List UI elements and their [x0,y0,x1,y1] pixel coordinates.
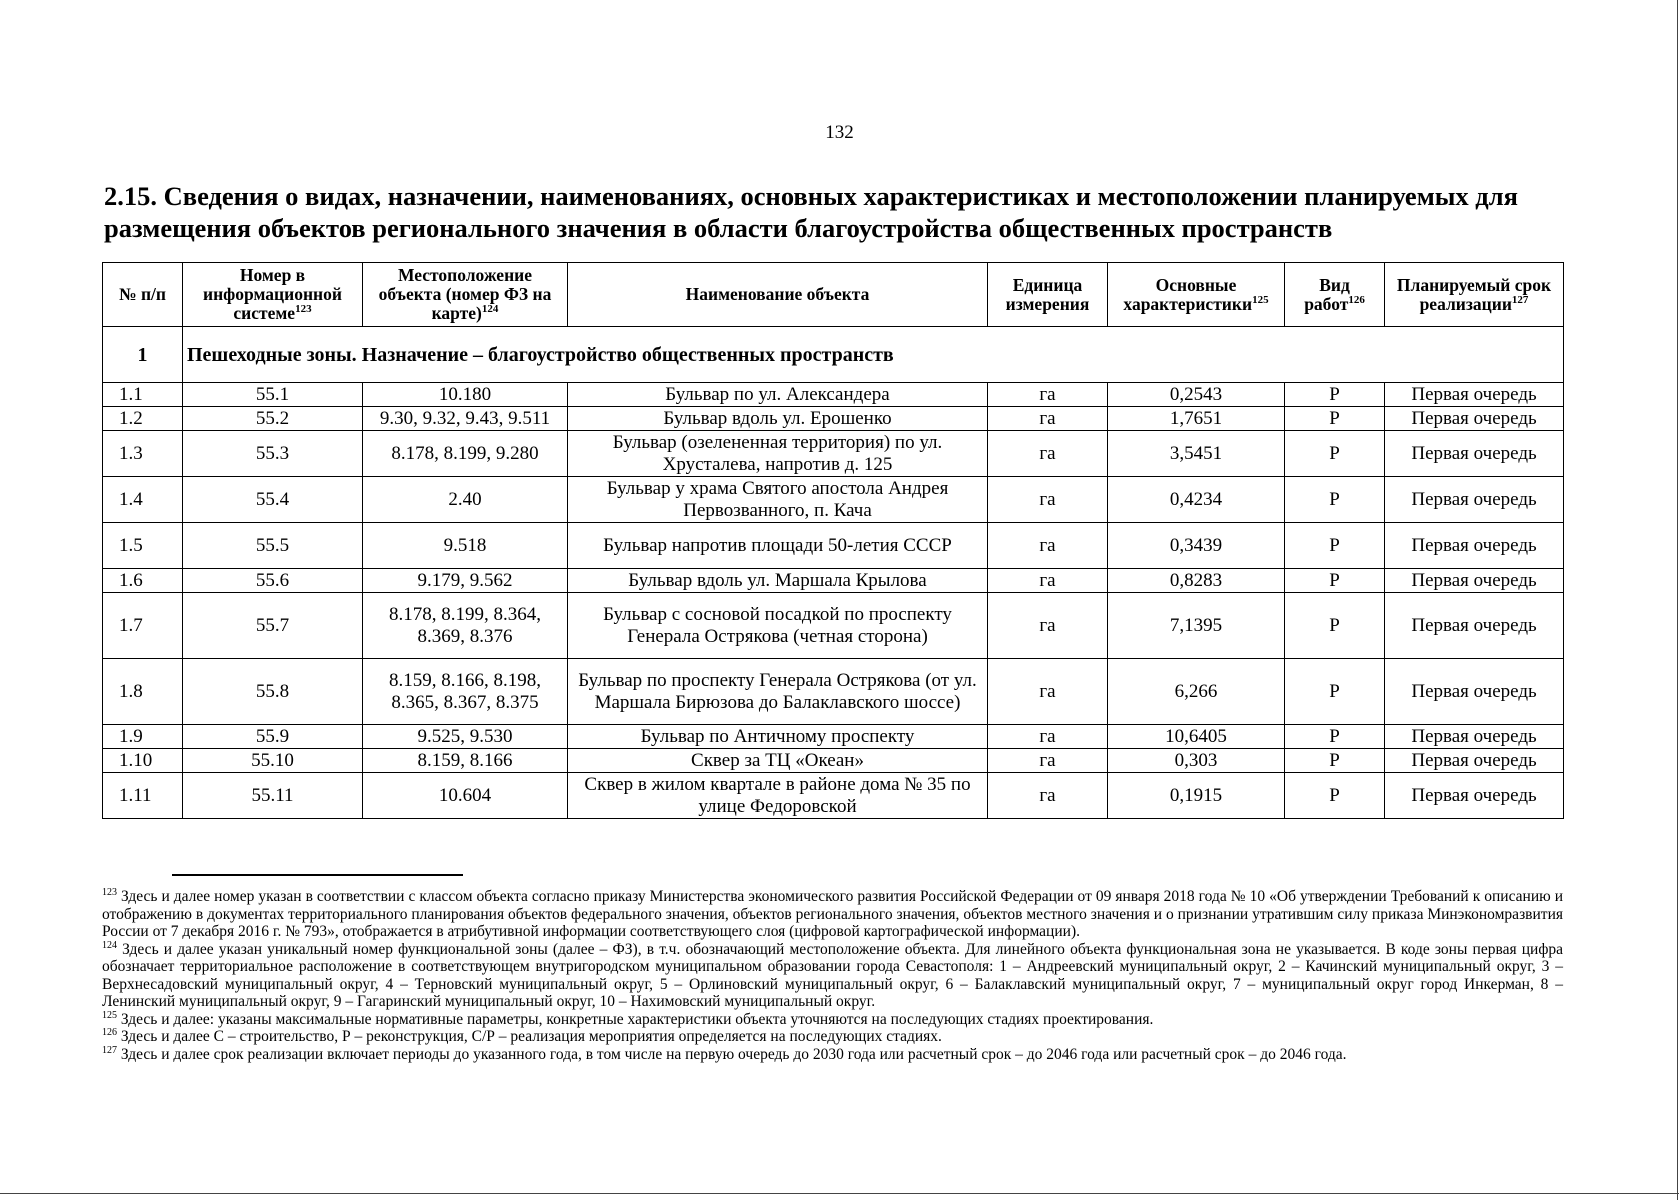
work-type: Р [1285,659,1385,725]
work-type: Р [1285,773,1385,819]
footnote-mark: 126 [102,1026,117,1038]
table-row [103,523,1564,569]
group-title: Пешеходные зоны. Назначение – благоустройство общественных пространств [183,327,1564,383]
object-name: Бульвар (озелененная территория) по ул. Хрусталева, напротив д. 125 [568,431,988,477]
footnote-mark: 125 [102,1009,117,1021]
location-codes: 8.178, 8.199, 8.364, 8.369, 8.376 [363,593,568,659]
characteristic-value: 1,7651 [1108,407,1285,431]
footnote [102,1046,1563,1064]
group-number: 1 [103,327,183,383]
table-row [103,749,1564,773]
unit: га [988,477,1108,523]
info-system-id: 55.11 [183,773,363,819]
characteristic-value: 0,1915 [1108,773,1285,819]
row-number: 1.5 [103,523,183,569]
unit: га [988,523,1108,569]
term: Первая очередь [1385,773,1564,819]
table-row [103,593,1564,659]
table-row [103,569,1564,593]
info-system-id: 55.7 [183,593,363,659]
row-number: 1.3 [103,431,183,477]
work-type: Р [1285,477,1385,523]
footnote-mark: 127 [102,1044,117,1056]
header-term: Планируемый срок реализации$^{127}$ [1385,263,1564,327]
location-codes: 8.159, 8.166 [363,749,568,773]
table-row [103,773,1564,819]
table-header-row [103,263,1564,327]
location-codes: 2.40 [363,477,568,523]
header-work-type: Вид работ$^{126}$ [1285,263,1385,327]
info-system-id: 55.2 [183,407,363,431]
row-number: 1.2 [103,407,183,431]
work-type: Р [1285,407,1385,431]
term: Первая очередь [1385,407,1564,431]
characteristic-value: 0,8283 [1108,569,1285,593]
info-system-id: 55.3 [183,431,363,477]
row-number: 1.1 [103,383,183,407]
location-codes: 9.179, 9.562 [363,569,568,593]
row-number: 1.9 [103,725,183,749]
unit: га [988,593,1108,659]
unit: га [988,569,1108,593]
row-number: 1.8 [103,659,183,725]
table-row [103,407,1564,431]
work-type: Р [1285,523,1385,569]
footnote-mark: 124 [102,939,117,951]
term: Первая очередь [1385,659,1564,725]
unit: га [988,773,1108,819]
footnote [102,941,1563,1011]
info-system-id: 55.4 [183,477,363,523]
row-number: 1.11 [103,773,183,819]
table-row [103,477,1564,523]
object-name: Сквер в жилом квартале в районе дома № 35 по улице Федоровской [568,773,988,819]
unit: га [988,749,1108,773]
info-system-id: 55.8 [183,659,363,725]
work-type: Р [1285,569,1385,593]
table-row [103,725,1564,749]
objects-table [102,262,1564,819]
term: Первая очередь [1385,749,1564,773]
footnote [102,1011,1563,1029]
term: Первая очередь [1385,431,1564,477]
location-codes: 10.180 [363,383,568,407]
location-codes: 9.518 [363,523,568,569]
footnote-text: Здесь и далее указан уникальный номер функциональной зоны (далее – ФЗ), в т.ч. обозначающий местоположение объекта. Для линейного объекта функциональная зона не указывается. В коде зоны первая цифра обозначает территориальное расположение в соответствующем внутригородском муниципальном образовании города Севастополя: 1 – Андреевский муниципальный округ, 2 – Качинский муниципальный округ, 3 – Верхнесадовский муниципальный округ, 4 – Терновский муниципальный округ, 5 – Орлиновский муниципальный округ, 6 – Балаклавский муниципальный округ, 7 – муниципальный округ город Инкерман, 8 – Ленинский муниципальный округ, 9 – Гагаринский муниципальный округ, 10 – Нахимовский муниципальный округ. [102,940,1563,1010]
scan-edge-right [1677,0,1678,1200]
header-number: № п/п [103,263,183,327]
characteristic-value: 0,4234 [1108,477,1285,523]
object-name: Бульвар по проспекту Генерала Острякова (от ул. Маршала Бирюзова до Балаклавского шоссе) [568,659,988,725]
footnote-mark: 123 [102,886,117,898]
info-system-id: 55.9 [183,725,363,749]
term: Первая очередь [1385,477,1564,523]
object-name: Бульвар с сосновой посадкой по проспекту Генерала Острякова (четная сторона) [568,593,988,659]
header-info-system-id: Номер в информационной системе$^{123}$ [183,263,363,327]
row-number: 1.7 [103,593,183,659]
term: Первая очередь [1385,523,1564,569]
footnote [102,1028,1563,1046]
header-characteristics: Основные характеристики$^{125}$ [1108,263,1285,327]
object-name: Бульвар у храма Святого апостола Андрея Первозванного, п. Кача [568,477,988,523]
header-location: Местоположение объекта (номер ФЗ на карте)$^{124}$ [363,263,568,327]
unit: га [988,383,1108,407]
object-name: Сквер за ТЦ «Океан» [568,749,988,773]
header-unit: Единица измерения [988,263,1108,327]
object-name: Бульвар вдоль ул. Маршала Крылова [568,569,988,593]
footnote-text: Здесь и далее: указаны максимальные нормативные параметры, конкретные характеристики объекта уточняются на последующих стадиях проектирования. [120,1010,1154,1028]
object-name: Бульвар по Античному проспекту [568,725,988,749]
info-system-id: 55.6 [183,569,363,593]
unit: га [988,431,1108,477]
footnote-text: Здесь и далее С – строительство, Р – реконструкция, С/Р – реализация мероприятия определяется на последующих стадиях. [120,1028,942,1045]
location-codes: 10.604 [363,773,568,819]
characteristic-value: 6,266 [1108,659,1285,725]
unit: га [988,659,1108,725]
footnote [102,888,1563,941]
scan-edge-bottom [0,1193,1679,1194]
work-type: Р [1285,725,1385,749]
footnote-separator [172,874,463,876]
characteristic-value: 7,1395 [1108,593,1285,659]
section-heading: 2.15. Сведения о видах, назначении, наименованиях, основных характеристиках и местоположении планируемых для размещения объектов регионального значения в области благоустройства общественных пространств [104,181,1518,243]
object-name: Бульвар вдоль ул. Ерошенко [568,407,988,431]
footnote-text: Здесь и далее срок реализации включает периоды до указанного года, в том числе на первую очередь до 2030 года или расчетный срок – до 2046 года или расчетный срок – до 2046 года. [120,1045,1347,1063]
row-number: 1.6 [103,569,183,593]
term: Первая очередь [1385,593,1564,659]
footnote-text: Здесь и далее номер указан в соответствии с классом объекта согласно приказу Министерства экономического развития Российской Федерации от 09 января 2018 года № 10 «Об утверждении Требований к описанию и отображению в документах территориального планирования объектов федерального значения, объектов регионального значения, объектов местного значения и о признании утратившим силу приказа Минэкономразвития России от 7 декабря 2016 г. № 793», отображается в атрибутивной информации соответствующего слоя (цифровой картографической информации). [102,888,1563,940]
characteristic-value: 10,6405 [1108,725,1285,749]
table-row [103,659,1564,725]
unit: га [988,407,1108,431]
characteristic-value: 3,5451 [1108,431,1285,477]
term: Первая очередь [1385,383,1564,407]
row-number: 1.4 [103,477,183,523]
object-name: Бульвар по ул. Александера [568,383,988,407]
group-row [103,327,1564,383]
characteristic-value: 0,303 [1108,749,1285,773]
term: Первая очередь [1385,569,1564,593]
work-type: Р [1285,383,1385,407]
table-row [103,431,1564,477]
unit: га [988,725,1108,749]
characteristic-value: 0,3439 [1108,523,1285,569]
location-codes: 9.30, 9.32, 9.43, 9.511 [363,407,568,431]
location-codes: 8.159, 8.166, 8.198, 8.365, 8.367, 8.375 [363,659,568,725]
table-row [103,383,1564,407]
info-system-id: 55.1 [183,383,363,407]
page-number: 132 [825,122,854,143]
work-type: Р [1285,431,1385,477]
info-system-id: 55.10 [183,749,363,773]
info-system-id: 55.5 [183,523,363,569]
work-type: Р [1285,593,1385,659]
characteristic-value: 0,2543 [1108,383,1285,407]
row-number: 1.10 [103,749,183,773]
location-codes: 8.178, 8.199, 9.280 [363,431,568,477]
object-name: Бульвар напротив площади 50-летия СССР [568,523,988,569]
footnotes [102,888,1563,1063]
location-codes: 9.525, 9.530 [363,725,568,749]
header-object-name: Наименование объекта [568,263,988,327]
term: Первая очередь [1385,725,1564,749]
work-type: Р [1285,749,1385,773]
